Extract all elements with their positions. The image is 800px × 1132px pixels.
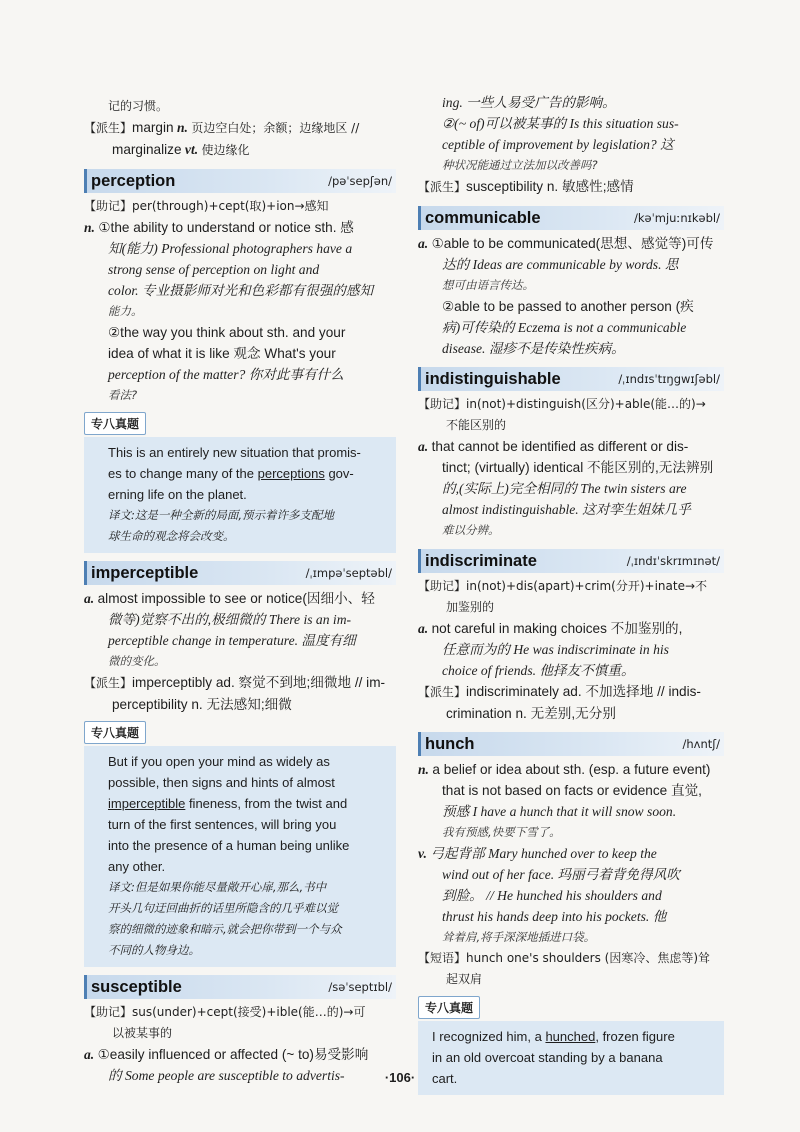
phonetic: /ˌɪndɪˈskrɪmɪnət/ bbox=[626, 554, 720, 568]
definition: v. 弓起背部 Mary hunched over to keep the bbox=[418, 846, 657, 861]
definition-line: disease. 湿疹不是传染性疾病。 bbox=[442, 341, 625, 356]
definition-line: perceptible change in temperature. 温度有细 bbox=[108, 633, 356, 648]
right-column bbox=[418, 92, 724, 1099]
definition-line: ing. 一些人易受广告的影响。 bbox=[442, 95, 616, 110]
entry-header-indiscriminate bbox=[418, 549, 724, 573]
quote-line: in an old overcoat standing by a banana bbox=[432, 1050, 663, 1065]
definition-line: strong sense of perception on light and bbox=[108, 262, 320, 277]
mnemonic-line: 不能区别的 bbox=[446, 418, 507, 432]
definition-line: 难以分辨。 bbox=[442, 523, 500, 537]
quote-line: possible, then signs and hints of almost bbox=[108, 775, 335, 790]
definition-line: ceptible of improvement by legislation? 这 bbox=[442, 137, 674, 152]
definition-line: 病)可传染的 Eczema is not a communicable bbox=[442, 320, 687, 335]
phrase-line: 起双肩 bbox=[446, 972, 483, 986]
definition-line: that is not based on facts or evidence 直觉, bbox=[442, 783, 702, 798]
definition-line: 微的变化。 bbox=[108, 654, 166, 668]
definition: a. almost impossible to see or notice(因细小、轻 bbox=[84, 591, 375, 606]
exam-quote-tag: 专八真题 bbox=[84, 721, 146, 744]
quote-line: es to change many of the perceptions gov- bbox=[108, 466, 354, 481]
definition-line: color. 专业摄影师对光和色彩都有很强的感知 bbox=[108, 283, 374, 298]
headword: susceptible bbox=[91, 977, 182, 996]
definition-line: ②(~ of)可以被某事的 Is this situation sus- bbox=[442, 116, 679, 131]
quote-line: into the presence of a human being unlike bbox=[108, 838, 350, 853]
translation-line: 译文:但是如果你能尽量敞开心扉,那么,书中 bbox=[108, 880, 327, 894]
definition-line: 知(能力) Professional photographers have a bbox=[108, 241, 353, 256]
definition-line: ②the way you think about sth. and your bbox=[108, 325, 346, 340]
definition-line: 耸着肩,将手深深地插进口袋。 bbox=[442, 930, 596, 944]
entry-header-hunch bbox=[418, 732, 724, 756]
phonetic: /ˌɪndɪsˈtɪŋgwɪʃəbl/ bbox=[618, 372, 720, 386]
entry-header-communicable bbox=[418, 206, 724, 230]
definition: a. not careful in making choices 不加鉴别的, bbox=[418, 621, 683, 636]
exam-quote-tag: 专八真题 bbox=[84, 412, 146, 435]
quote-line: This is an entirely new situation that promis- bbox=[108, 445, 361, 460]
page-number: ·106· bbox=[384, 1070, 416, 1085]
derivative-line: perceptibility n. 无法感知;细微 bbox=[112, 697, 292, 712]
phonetic: /hʌntʃ/ bbox=[682, 737, 720, 751]
mnemonic-line: 以被某事的 bbox=[112, 1026, 173, 1040]
mnemonic: 【助记】in(not)+dis(apart)+crim(分开)+inate→不 bbox=[418, 579, 708, 593]
phrase: 【短语】hunch one's shoulders (因寒冷、焦虑等)耸 bbox=[418, 951, 711, 965]
entry-header-perception bbox=[84, 169, 396, 193]
mnemonic: 【助记】per(through)+cept(取)+ion→感知 bbox=[84, 199, 329, 213]
phonetic: /kəˈmjuːnɪkəbl/ bbox=[634, 211, 720, 225]
translation-line: 球生命的观念将会改变。 bbox=[108, 529, 235, 543]
headword: communicable bbox=[425, 208, 541, 227]
derivative-line: crimination n. 无差别,无分别 bbox=[446, 706, 616, 721]
definition-line: 我有预感,快要下雪了。 bbox=[442, 825, 561, 839]
definition-line: 种状况能通过立法加以改善吗? bbox=[442, 158, 598, 172]
definition-line: idea of what it is like 观念 What's your bbox=[108, 346, 336, 361]
quote-line: imperceptible fineness, from the twist and bbox=[108, 796, 348, 811]
definition-line: 任意而为的 He was indiscriminate in his bbox=[442, 642, 669, 657]
quote-line: But if you open your mind as widely as bbox=[108, 754, 330, 769]
exam-quote-tag: 专八真题 bbox=[418, 996, 480, 1019]
definition-line: thrust his hands deep into his pockets. 他 bbox=[442, 909, 667, 924]
phonetic: /səˈseptɪbl/ bbox=[328, 980, 392, 994]
mnemonic: 【助记】in(not)+distinguish(区分)+able(能…的)→ bbox=[418, 397, 706, 411]
definition-line: 能力。 bbox=[108, 304, 143, 318]
definition: n. a belief or idea about sth. (esp. a future event) bbox=[418, 762, 711, 777]
definition: n. ①the ability to understand or notice sth. 感 bbox=[84, 220, 354, 235]
definition-line: 到脸。 // He hunched his shoulders and bbox=[442, 888, 662, 903]
definition: a. that cannot be identified as different or dis- bbox=[418, 439, 689, 454]
mnemonic: 【助记】sus(under)+cept(接受)+ible(能…的)→可 bbox=[84, 1005, 366, 1019]
definition-line: tinct; (virtually) identical 不能区别的,无法辨别 bbox=[442, 460, 714, 475]
derivative: 【派生】susceptibility n. 敏感性;感情 bbox=[418, 179, 634, 194]
definition-line: 的,(实际上)完全相同的 The twin sisters are bbox=[442, 481, 687, 496]
definition-line: 微等)觉察不出的,极细微的 There is an im- bbox=[108, 612, 352, 627]
exam-quote-box bbox=[84, 746, 396, 967]
derivative: 【派生】indiscriminately ad. 不加选择地 // indis- bbox=[418, 684, 701, 699]
quote-line: erning life on the planet. bbox=[108, 487, 247, 502]
definition-line: choice of friends. 他择友不慎重。 bbox=[442, 663, 635, 678]
translation-line: 译文:这是一种全新的局面,预示着许多支配地 bbox=[108, 508, 335, 522]
derivative: 【派生】imperceptibly ad. 察觉不到地;细微地 // im- bbox=[84, 675, 386, 690]
definition-line: perception of the matter? 你对此事有什么 bbox=[108, 367, 344, 382]
definition-line: 的 Some people are susceptible to advertis- bbox=[108, 1068, 345, 1083]
translation-line: 不同的人物身边。 bbox=[108, 943, 200, 957]
continued-text: 记的习惯。 bbox=[108, 99, 169, 113]
mnemonic-line: 加鉴别的 bbox=[446, 600, 495, 614]
headword: indistinguishable bbox=[425, 369, 561, 388]
phonetic: /pəˈsepʃən/ bbox=[328, 174, 392, 188]
definition-line: 预感 I have a hunch that it will snow soon. bbox=[442, 804, 677, 819]
definition-line: almost indistinguishable. 这对孪生姐妹几乎 bbox=[442, 502, 691, 517]
headword: indiscriminate bbox=[425, 551, 537, 570]
quote-line: cart. bbox=[432, 1071, 458, 1086]
definition-line: 看法? bbox=[108, 388, 138, 402]
margin-derivative-2: marginalize vt. 使边缘化 bbox=[112, 142, 250, 157]
definition-line: 达的 Ideas are communicable by words. 思 bbox=[442, 257, 679, 272]
margin-derivative: 【派生】margin n. 页边空白处；余额；边缘地区 // bbox=[84, 120, 360, 135]
definition-line: 想可由语言传达。 bbox=[442, 278, 534, 292]
exam-quote-box bbox=[84, 437, 396, 553]
quote-line: any other. bbox=[108, 859, 166, 874]
left-column bbox=[84, 96, 396, 1086]
headword: hunch bbox=[425, 734, 475, 753]
translation-line: 察的细微的迹象和暗示,就会把你带到一个与众 bbox=[108, 922, 342, 936]
quote-line: turn of the first sentences, will bring you bbox=[108, 817, 337, 832]
definition: a. ①able to be communicated(思想、感觉等)可传 bbox=[418, 236, 714, 251]
headword: perception bbox=[91, 171, 176, 190]
definition-line: wind out of her face. 玛丽弓着背免得风吹 bbox=[442, 867, 680, 882]
definition-line: ②able to be passed to another person (疾 bbox=[442, 299, 694, 314]
headword: imperceptible bbox=[91, 563, 199, 582]
phonetic: /ˌɪmpəˈseptəbl/ bbox=[305, 566, 392, 580]
translation-line: 开头几句迂回曲折的话里所隐含的几乎难以觉 bbox=[108, 901, 338, 915]
entry-header-imperceptible bbox=[84, 561, 396, 585]
entry-header-indistinguishable bbox=[418, 367, 724, 391]
quote-line: I recognized him, a hunched, frozen figure bbox=[432, 1029, 675, 1044]
entry-header-susceptible bbox=[84, 975, 396, 999]
definition: a. ①easily influenced or affected (~ to)易受影响 bbox=[84, 1047, 369, 1062]
